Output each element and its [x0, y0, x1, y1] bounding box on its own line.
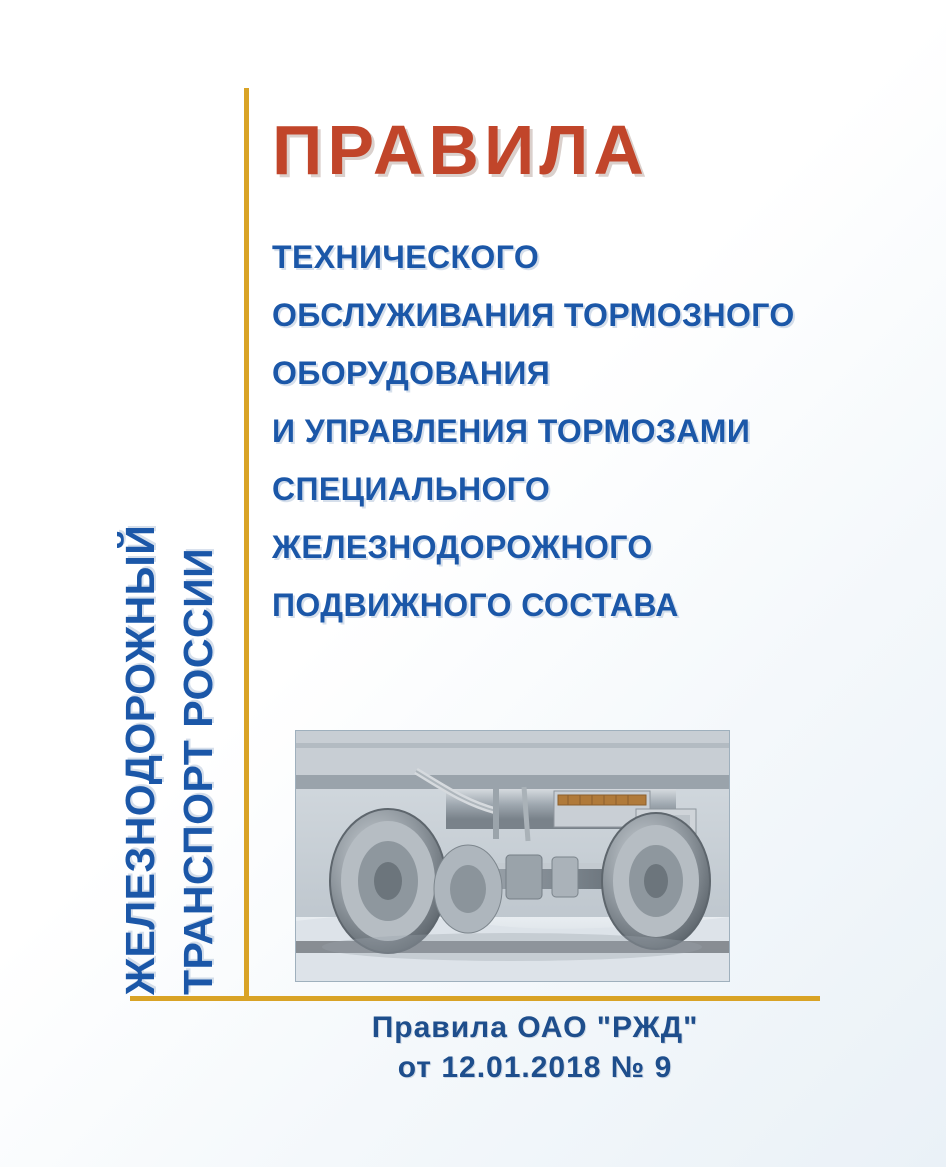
side-title-line-1: ЖЕЛЕЗНОДОРОЖНЫЙ	[117, 524, 163, 995]
subtitle-line: ЖЕЛЕЗНОДОРОЖНОГО	[272, 529, 653, 565]
subtitle-line: ТЕХНИЧЕСКОГО	[272, 239, 540, 275]
horizontal-gold-rule	[130, 996, 820, 1001]
subtitle-line: ОБСЛУЖИВАНИЯ ТОРМОЗНОГО	[272, 297, 795, 333]
footer-line-2: от 12.01.2018 № 9	[397, 1051, 673, 1084]
subtitle-block	[272, 228, 872, 634]
subtitle-line: И УПРАВЛЕНИЯ ТОРМОЗАМИ	[272, 413, 751, 449]
side-title-line-2: ТРАНСПОРТ РОССИИ	[175, 547, 221, 995]
footer-line-1: Правила ОАО "РЖД"	[371, 1011, 699, 1044]
subtitle-line: СПЕЦИАЛЬНОГО	[272, 471, 551, 507]
subtitle-line: ОБОРУДОВАНИЯ	[272, 355, 551, 391]
cover-photo	[295, 730, 730, 982]
footer-block	[250, 1008, 820, 1088]
subtitle-line: ПОДВИЖНОГО СОСТАВА	[272, 587, 679, 623]
vertical-gold-rule	[244, 88, 249, 1000]
page-title: ПРАВИЛА	[272, 111, 649, 189]
railway-bogie-illustration	[296, 731, 729, 981]
